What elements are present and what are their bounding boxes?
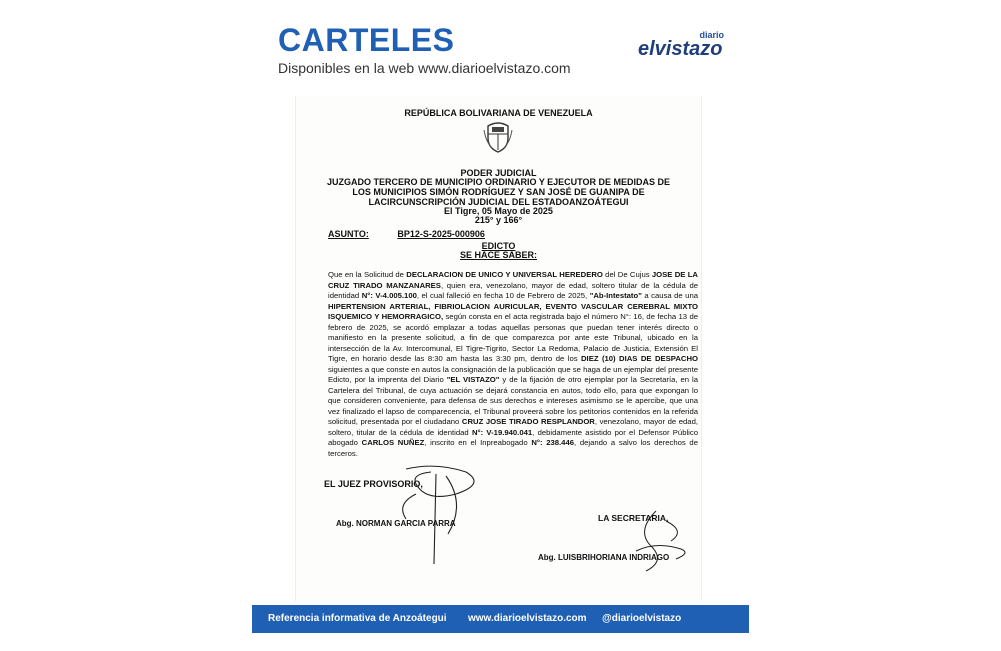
se-hace-saber-heading: SE HACE SABER: [459,250,537,260]
edict-document [295,96,702,601]
asunto-code: BP12-S-2025-000906 [397,229,485,239]
org-line-4: LACIRCUNSCRIPCIÓN JUDICIAL DEL ESTADOANZOÁTEGUI [368,197,629,207]
org-line-2: JUZGADO TERCERO DE MUNICIPIO ORDINARIO Y EJECUTOR DE MEDIDAS DE [326,177,671,187]
page-title: CARTELES [278,22,455,58]
judge-name: Abg. NORMAN GARCIA PARRA [336,519,456,528]
footer-reference: Referencia informativa de Anzoátegui [268,613,447,624]
juez-label: EL JUEZ PROVISORIO, [324,479,423,489]
footer-social-handle[interactable]: @diarioelvistazo [602,613,682,624]
page-subtitle: Disponibles en la web www.diarioelvistazo.com [278,60,571,76]
asunto-label: ASUNTO: [328,229,369,239]
coat-of-arms-icon [482,120,514,154]
edict-body: Que en la Solicitud de DECLARACION DE UNICO Y UNIVERSAL HEREDERO del De Cujus JOSE DE LA CRUZ TIRADO MANZANARES, quien era, venezolano, mayor de edad, soltero titular de la cédula de identidad N°: V-4.005.100, el cual falleció en fecha 10 de Febrero de 2025, "Ab-Intestato" a causa de una HIPERTENSION ARTERIAL, FIBRIOLACION AURICULAR, EVENTO VASCULAR CEREBRAL MIXTO ISQUEMICO Y HEMORRAGICO, según consta en el acta registrada bajo el número N°: 16, de fecha 13 de febrero de 2025, se acordó emplazar a todas aquellas personas que puedan tener interés directo o manifiesto en la presente solicitud, a fin de que comparezca por ante este Tribunal, ubicado en la intersección de la Av. Intercomunal, El Tigre-Tigrito, Sector La Redoma, Palacio de Justicia, Extensión El Tigre, en horario desde las 8:30 am hasta las 3:30 pm, dentro de los DIEZ (10) DIAS DE DESPACHO siguientes a que conste en autos la consignación de la publicación que se haga de un ejemplar del presente Edicto, por la imprenta del Diario "EL VISTAZO" y de la fijación de otro ejemplar por la Secretaría, en la Cartelera del Tribunal, de cuya actuación se dejará constancia en autos, todo ello, para que expongan lo que consideren conveniente, para defensa de sus derechos e intereses asimismo se le apercibe, que una vez finalizado el lapso de comparecencia, el Tribunal proveerá sobre los petitorios contenidos en la referida solicitud, presentada por el ciudadano CRUZ JOSE TIRADO RESPLANDOR, venezolano, mayor de edad, soltero, titular de la cédula de identidad N°: V-19.940.041, debidamente asistido por el Defensor Público abogado CARLOS NUÑEZ, inscrito en el Inpreabogado N°: 238.446, dejando a salvo los derechos de terceros. [328,270,699,458]
country-heading: REPÚBLICA BOLIVARIANA DE VENEZUELA [404,108,593,118]
footer-bar [252,605,749,633]
footer-website-link[interactable]: www.diarioelvistazo.com [468,613,587,624]
org-line-3: LOS MUNICIPIOS SIMÓN RODRÍGUEZ Y SAN JOSÉ DE GUANIPA DE [352,187,645,197]
header [262,20,740,80]
edicto-heading: EDICTO [481,241,516,251]
document-date: El Tigre, 05 Mayo de 2025 [444,206,553,216]
asunto-line [328,229,485,239]
secretary-name: Abg. LUISBRIHORIANA INDRIAGO [538,553,670,562]
logo-main-text: elvistazo [638,38,723,60]
org-line-1: PODER JUDICIAL [460,168,537,178]
brand-logo [638,30,738,70]
document-years: 215° y 166° [474,215,523,225]
logo-small-text: diario [699,30,724,40]
secretaria-label: LA SECRETARIA, [598,513,669,523]
